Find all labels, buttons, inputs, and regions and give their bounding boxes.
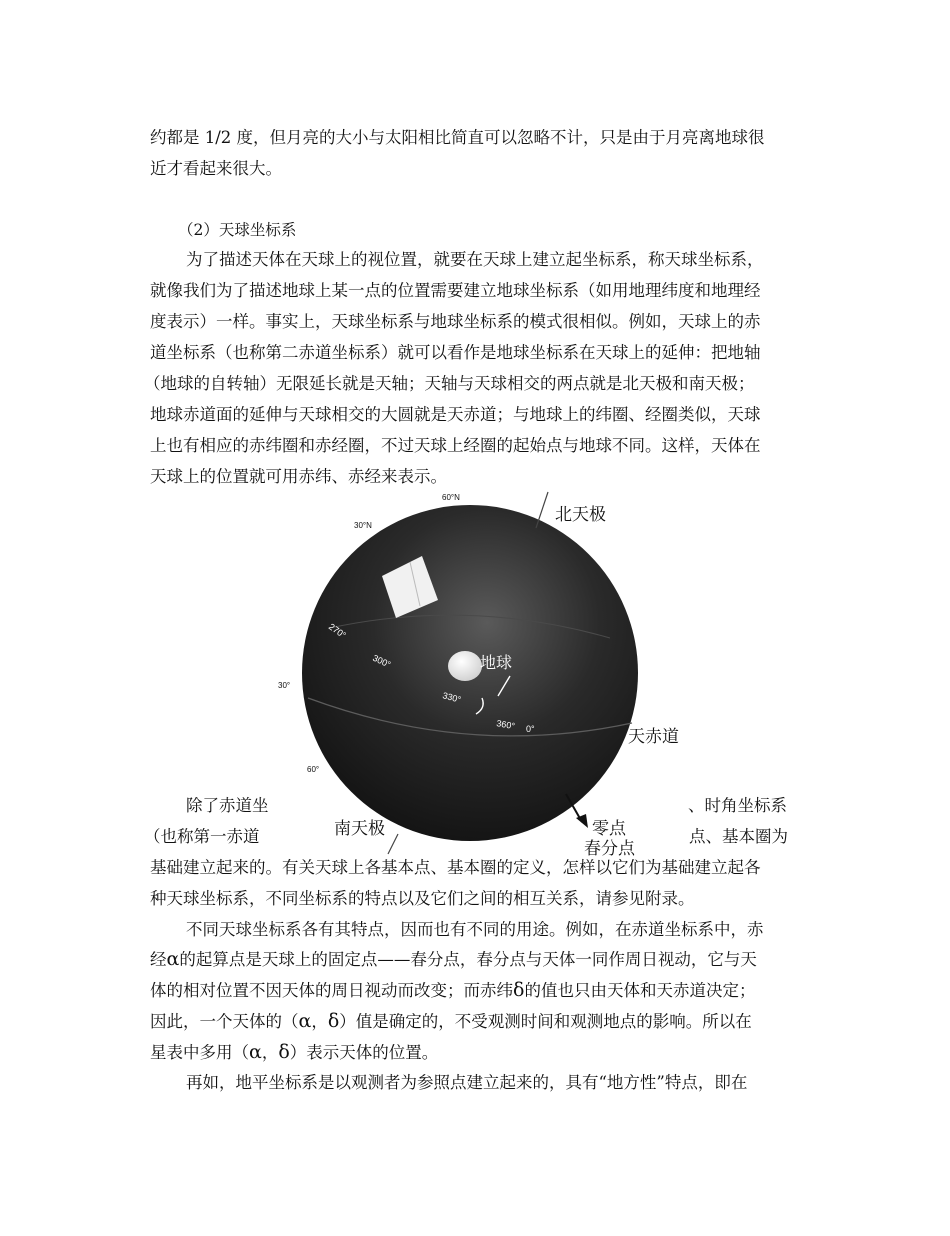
text-fragment: 因此，一个天体的（ (150, 1012, 299, 1031)
alpha-symbol: α (249, 1041, 262, 1063)
text-fragment: ）表示天体的位置。 (289, 1043, 439, 1062)
text-line (150, 1042, 438, 1063)
text-line: 度表示）一样。事实上，天球坐标系与地球坐标系的模式很相似。例如，天球上的赤 (150, 312, 761, 331)
celestial-sphere-svg (270, 488, 690, 868)
alpha-symbol: α (166, 948, 180, 970)
celestial-equator-label: 天赤道 (628, 727, 679, 747)
text-fragment: ， (311, 1012, 328, 1031)
ra-label-300: 300° (371, 652, 393, 670)
text-line: 就像我们为了描述地球上某一点的位置需要建立地球坐标系（如用地理纬度和地理经 (150, 281, 761, 300)
text-fragment: 经 (150, 950, 167, 969)
alpha-symbol: α (298, 1010, 312, 1032)
text-line: 近才看起来很大。 (150, 159, 282, 178)
ra-label-0: 0° (526, 724, 535, 734)
ra-label-360: 360° (495, 718, 516, 732)
text-line (150, 1011, 752, 1032)
lat-label-30s: 30° (278, 681, 291, 690)
delta-symbol: δ (278, 1041, 290, 1063)
south-pole-pointer (388, 834, 398, 854)
text-line: 点、基本圈为 (689, 827, 788, 846)
text-line: （也称第一赤道 (144, 827, 260, 846)
text-line: 上也有相应的赤纬圈和赤经圈，不过天球上经圈的起始点与地球不同。这样，天体在 (150, 436, 761, 455)
text-line: 、时角坐标系 (688, 796, 787, 815)
text-line: 天球上的位置就可用赤纬、赤经来表示。 (150, 467, 447, 486)
vernal-equinox-label: 春分点 (584, 839, 635, 859)
text-line (150, 949, 757, 970)
text-fragment: 星表中多用（ (150, 1043, 249, 1062)
text-fragment: 的起算点是天球上的固定点——春分点，春分点与天体一同作周日视动，它与天 (179, 950, 757, 969)
text-fragment: 体的相对位置不因天体的周日视动而改变；而赤纬 (150, 981, 513, 1000)
text-fragment: ）值是确定的，不受观测时间和观测地点的影响。所以在 (339, 1012, 752, 1031)
lat-label-60n: 60°N (442, 493, 460, 502)
text-fragment: 的值也只由天体和天赤道决定； (524, 981, 756, 1000)
text-line: 种天球坐标系，不同坐标系的特点以及它们之间的相互关系，请参见附录。 (150, 889, 695, 908)
lat-label-30n: 30°N (354, 521, 372, 530)
ra-label-330: 330° (441, 690, 463, 705)
text-line (150, 980, 755, 1001)
north-pole-label: 北天极 (555, 505, 606, 525)
earth-label: 地球 (480, 653, 513, 672)
text-line: 地球赤道面的延伸与天球相交的大圆就是天赤道；与地球上的纬圈、经圈类似，天球 (150, 405, 761, 424)
text-line: 约都是 1/2 度，但月亮的大小与太阳相比简直可以忽略不计，只是由于月亮离地球很 (150, 128, 765, 147)
lat-label-60s: 60° (307, 765, 320, 774)
section-heading: （2）天球坐标系 (178, 221, 297, 239)
text-line: 除了赤道坐 (186, 796, 269, 815)
earth-globe (448, 651, 482, 681)
text-line: （地球的自转轴）无限延长就是天轴；天轴与天球相交的两点就是北天极和南天极； (144, 374, 755, 393)
text-fragment: ， (261, 1043, 279, 1062)
ra-label-270: 270° (326, 621, 348, 641)
celestial-sphere-figure (270, 488, 690, 868)
zero-point-label: 零点 (592, 819, 626, 839)
text-line: 基础建立起来的。有关天球上各基本点、基本圈的定义，怎样以它们为基础建立起各 (150, 858, 761, 877)
text-line: 再如，地平坐标系是以观测者为参照点建立起来的，具有“地方性”特点，即在 (186, 1073, 748, 1092)
south-pole-label: 南天极 (334, 819, 385, 839)
delta-symbol: δ (513, 979, 525, 1001)
delta-symbol: δ (327, 1010, 340, 1032)
text-line: 道坐标系（也称第二赤道坐标系）就可以看作是地球坐标系在天球上的延伸：把地轴 (150, 343, 761, 362)
text-line: 为了描述天体在天球上的视位置，就要在天球上建立起坐标系，称天球坐标系， (186, 250, 764, 269)
text-line: 不同天球坐标系各有其特点，因而也有不同的用途。例如，在赤道坐标系中，赤 (186, 920, 764, 939)
